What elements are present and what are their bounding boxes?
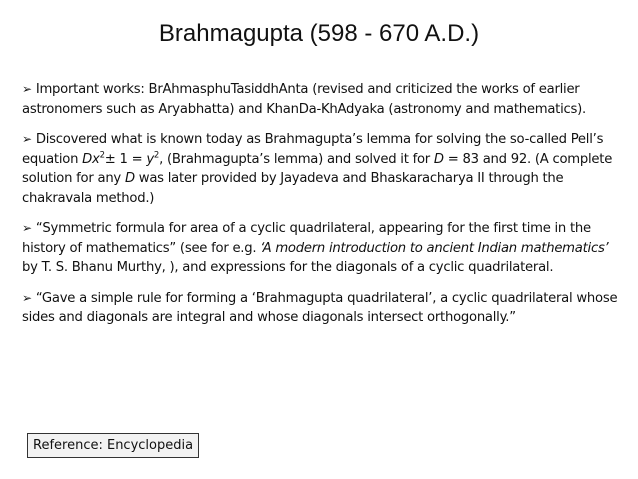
- bullet-cyclic-quadrilateral: [22, 219, 620, 278]
- bullet-text: Discovered what is known today as Brahmagupta’s lemma for solving the so-called Pell’s equation: [22, 132, 604, 167]
- arrow-bullet-icon: ➢: [22, 290, 32, 305]
- math-y: y: [146, 151, 154, 167]
- arrow-bullet-icon: ➢: [22, 82, 32, 96]
- bullet-text: “Symmetric formula for area of a cyclic quadrilateral, appearing for the first time in the history of mathematics” (see for e.g.: [22, 221, 591, 256]
- bullet-brahmagupta-quadrilateral: [22, 289, 620, 328]
- exponent: 2: [99, 150, 105, 161]
- bullet-text: = 83 and 92. (A complete solution for any: [22, 151, 613, 186]
- bullet-pells-equation: [22, 130, 620, 208]
- reference-box: Reference: Encyclopedia: [27, 433, 199, 458]
- book-title: ‘A modern introduction to ancient Indian mathematics’: [260, 240, 609, 256]
- math-dx: Dx: [82, 151, 100, 167]
- math-pm: ± 1 =: [104, 151, 147, 167]
- bullet-text: by T. S. Bhanu Murthy, ), and expressions for the diagonals of a cyclic quadrilateral.: [22, 260, 554, 275]
- bullet-list: [22, 80, 620, 339]
- bullet-important-works: [22, 80, 620, 119]
- bullet-text: Important works: BrAhmasphuTasiddhAnta (revised and criticized the works of earlier astronomers such as Aryabhatta) and KhanDa-KhAdyaka (astronomy and mathematics).: [22, 82, 586, 117]
- arrow-bullet-icon: ➢: [22, 132, 32, 146]
- page-title: Brahmagupta (598 - 670 A.D.): [158, 20, 480, 47]
- exponent: 2: [153, 150, 160, 161]
- bullet-text: , (Brahmagupta’s lemma) and solved it for: [159, 151, 434, 167]
- math-d: D: [124, 171, 135, 186]
- bullet-text: was later provided by Jayadeva and Bhaskaracharya II through the chakravala method.): [22, 171, 564, 206]
- bullet-text: “Gave a simple rule for forming a ‘Brahmagupta quadrilateral’, a cyclic quadrilateral whose sides and diagonals are integral and whose diagonals intersect orthogonally.”: [22, 290, 618, 325]
- arrow-bullet-icon: ➢: [22, 221, 32, 235]
- math-d: D: [433, 151, 444, 167]
